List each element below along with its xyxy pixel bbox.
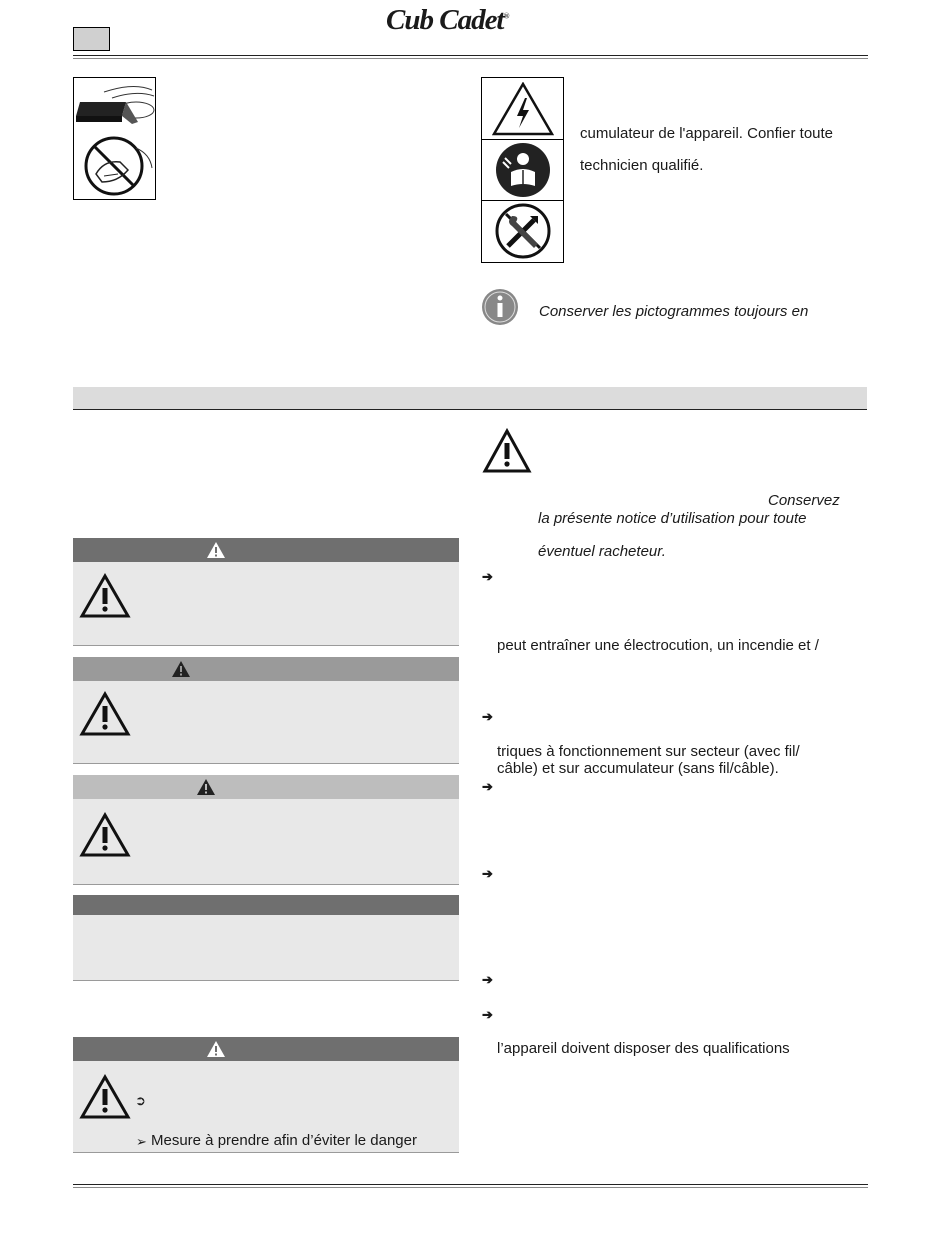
warning-triangle-icon	[79, 1074, 131, 1120]
header-rule	[73, 55, 868, 56]
hazard-example-header	[73, 1037, 459, 1061]
small-warning-icon	[171, 660, 191, 678]
conserve-text-2: la présente notice d’utilisation pour toute	[538, 510, 807, 527]
warning-triangle-icon	[79, 573, 131, 619]
warning-triangle-icon	[79, 691, 131, 737]
notice-box-header	[73, 895, 459, 915]
electric-hazard-icon	[492, 82, 554, 136]
section-heading-bar	[73, 387, 867, 410]
hazard-box-danger	[73, 538, 459, 646]
read-manual-cell	[482, 139, 563, 201]
hazard-box-danger-header	[73, 538, 459, 562]
small-warning-icon	[206, 541, 226, 559]
picto-text-line-2: technicien qualifié.	[580, 157, 704, 174]
cover-pictogram-icon	[74, 78, 155, 199]
footer-rule-thin	[73, 1187, 868, 1188]
small-warning-icon	[206, 1040, 226, 1058]
hazard-box-warning-header	[73, 657, 459, 681]
electric-hazard-cell	[482, 78, 563, 140]
arrow-bullet-5: ➔	[482, 972, 493, 987]
warning-triangle-icon	[79, 812, 131, 858]
picto-text-line-1: cumulateur de l'appareil. Confier toute	[580, 125, 834, 142]
no-repair-tools-icon	[494, 202, 552, 260]
paragraph-electrocution: peut entraîner une électrocution, un incendie et /	[497, 637, 819, 654]
conserve-text-1: Conservez	[768, 492, 840, 509]
hazard-box-caution	[73, 775, 459, 885]
notice-box	[73, 895, 459, 981]
measure-text: Mesure à prendre afin d’éviter le danger	[151, 1132, 417, 1149]
info-note-text: Conserver les pictogrammes toujours en	[539, 303, 809, 320]
hint-bullet: ➲	[135, 1093, 146, 1108]
hazard-example-box	[73, 1037, 459, 1153]
cub-cadet-logo: Cub Cadet®	[386, 4, 509, 36]
arrow-bullet-2: ➔	[482, 709, 493, 724]
arrow-bullet-1: ➔	[482, 569, 493, 584]
footer-rule	[73, 1184, 868, 1185]
small-warning-icon	[196, 778, 216, 796]
paragraph-mains-2: câble) et sur accumulateur (sans fil/câble).	[497, 760, 779, 777]
page-number-box	[73, 27, 110, 51]
read-manual-technician-icon	[495, 142, 551, 198]
warning-triangle-icon	[482, 428, 532, 474]
arrow-bullet-3: ➔	[482, 779, 493, 794]
pictogram-left	[73, 77, 156, 200]
hazard-box-caution-header	[73, 775, 459, 799]
arrow-bullet-6: ➔	[482, 1007, 493, 1022]
hazard-box-warning	[73, 657, 459, 764]
paragraph-mains-1: triques à fonctionnement sur secteur (avec fil/	[497, 743, 800, 760]
header-rule-thin	[73, 58, 868, 59]
no-repair-cell	[482, 200, 563, 261]
measure-bullet: ➢	[136, 1134, 147, 1149]
paragraph-qualifications: l’appareil doivent disposer des qualifications	[497, 1040, 790, 1057]
conserve-text-3: éventuel racheteur.	[538, 543, 666, 560]
info-icon	[481, 288, 519, 326]
pictogram-stack	[481, 77, 564, 263]
arrow-bullet-4: ➔	[482, 866, 493, 881]
